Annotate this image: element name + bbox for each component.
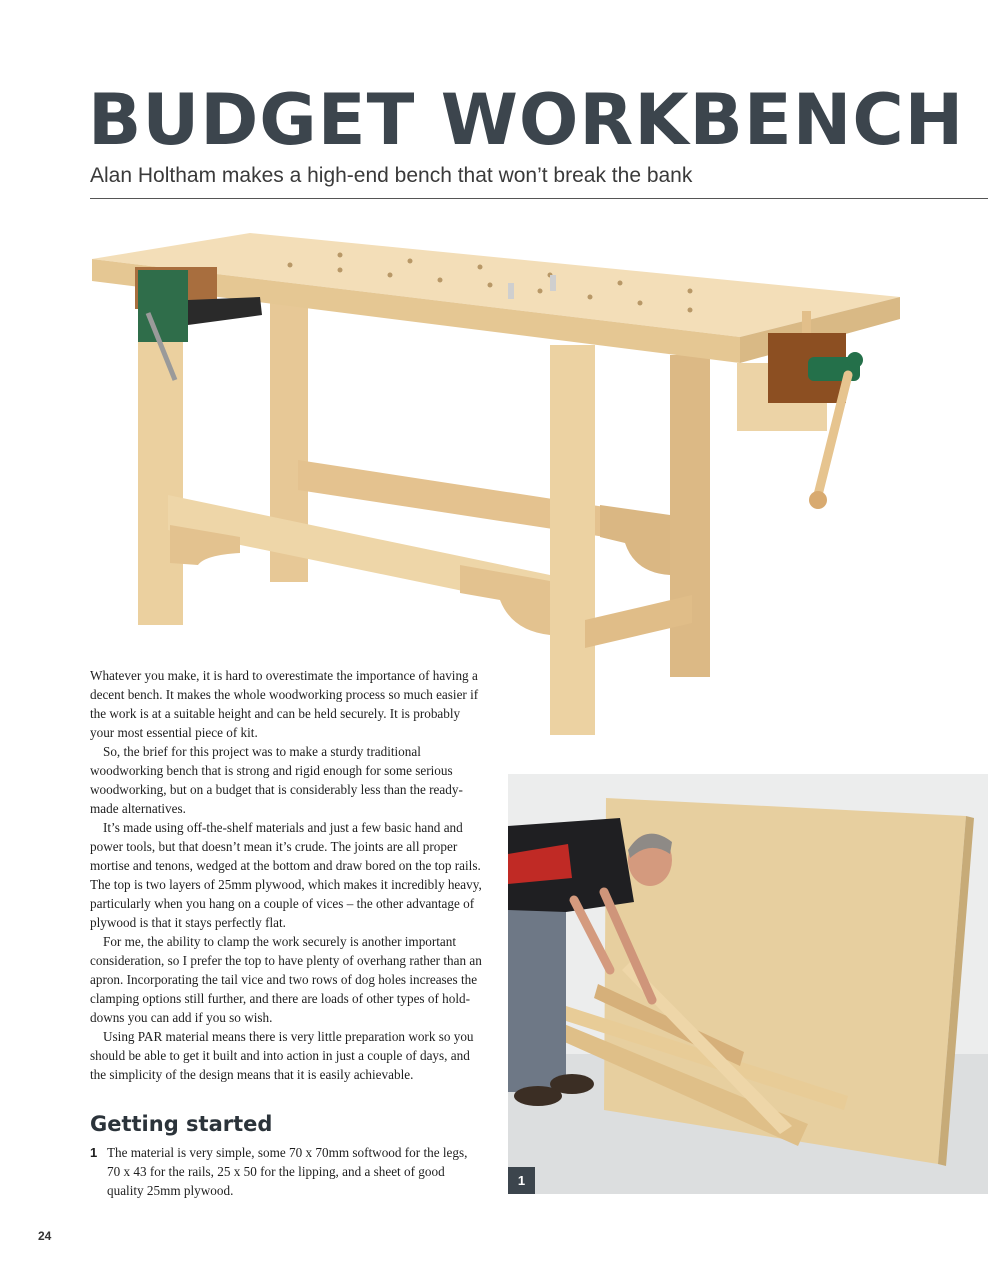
section-heading: Getting started <box>90 1112 273 1136</box>
workbench-photo <box>80 225 910 735</box>
step-item <box>90 1143 470 1200</box>
step-text: The material is very simple, some 70 x 70mm softwood for the legs, 70 x 43 for the rails, 25 x 50 for the lipping, and a sheet of good quality 25mm plywood. <box>107 1145 468 1198</box>
step-photo <box>508 774 988 1194</box>
tail-vice-knob <box>847 352 863 368</box>
front-leg-right <box>550 345 595 735</box>
photo-number-badge: 1 <box>508 1167 535 1194</box>
paragraph: Whatever you make, it is hard to overestimate the importance of having a decent bench. It makes the whole woodworking process so much easier if the work is at a suitable height and can be held securely. It is probably your most essential piece of kit. <box>90 668 479 740</box>
front-vice-rails <box>188 297 262 325</box>
back-bracket <box>600 505 670 575</box>
tail-vice-dog <box>802 311 811 333</box>
man-legs <box>508 902 566 1092</box>
page-title: BUDGET WORKBENCH <box>88 79 965 161</box>
back-leg-right <box>670 355 710 677</box>
paragraph: For me, the ability to clamp the work securely is another important consideration, so I prefer the top to have plenty of overhang rather than an apron. Incorporating the tail vice and two rows of dog holes increases the clamping options still further, and there are loads of other types of hold-downs you can add if you so wish. <box>90 934 482 1025</box>
paragraph: It’s made using off-the-shelf materials and just a few basic hand and power tools, but that doesn’t mean it’s crude. The joints are all proper mortise and tenons, wedged at the bottom and draw bored on the top rails. The top is two layers of 25mm plywood, which makes it incredibly heavy, particularly when you hang on a couple of vices – the other advantage of plywood is that it stays perfectly flat. <box>90 820 482 930</box>
title-rule <box>90 198 988 199</box>
materials-photo <box>508 774 988 1194</box>
tail-vice-handle-end <box>809 491 827 509</box>
paragraph: Using PAR material means there is very little preparation work so you should be able to get it built and into action in just a couple of days, and the simplicity of the design means that it is easily achievable. <box>90 1029 474 1082</box>
paragraph: So, the brief for this project was to make a sturdy traditional woodworking bench that is strong and rigid enough for some serious woodworking, but on a budget that is considerably less than the ready-made alternatives. <box>90 744 463 816</box>
bench-dog-2 <box>550 275 556 291</box>
man-shoe-2 <box>550 1074 594 1094</box>
page-number: 24 <box>38 1229 52 1243</box>
page-subtitle: Alan Holtham makes a high-end bench that won’t break the bank <box>90 164 693 187</box>
front-vice-body <box>138 270 188 342</box>
bench-dog-1 <box>508 283 514 299</box>
step-number: 1 <box>90 1145 98 1160</box>
body-text <box>90 666 485 1084</box>
